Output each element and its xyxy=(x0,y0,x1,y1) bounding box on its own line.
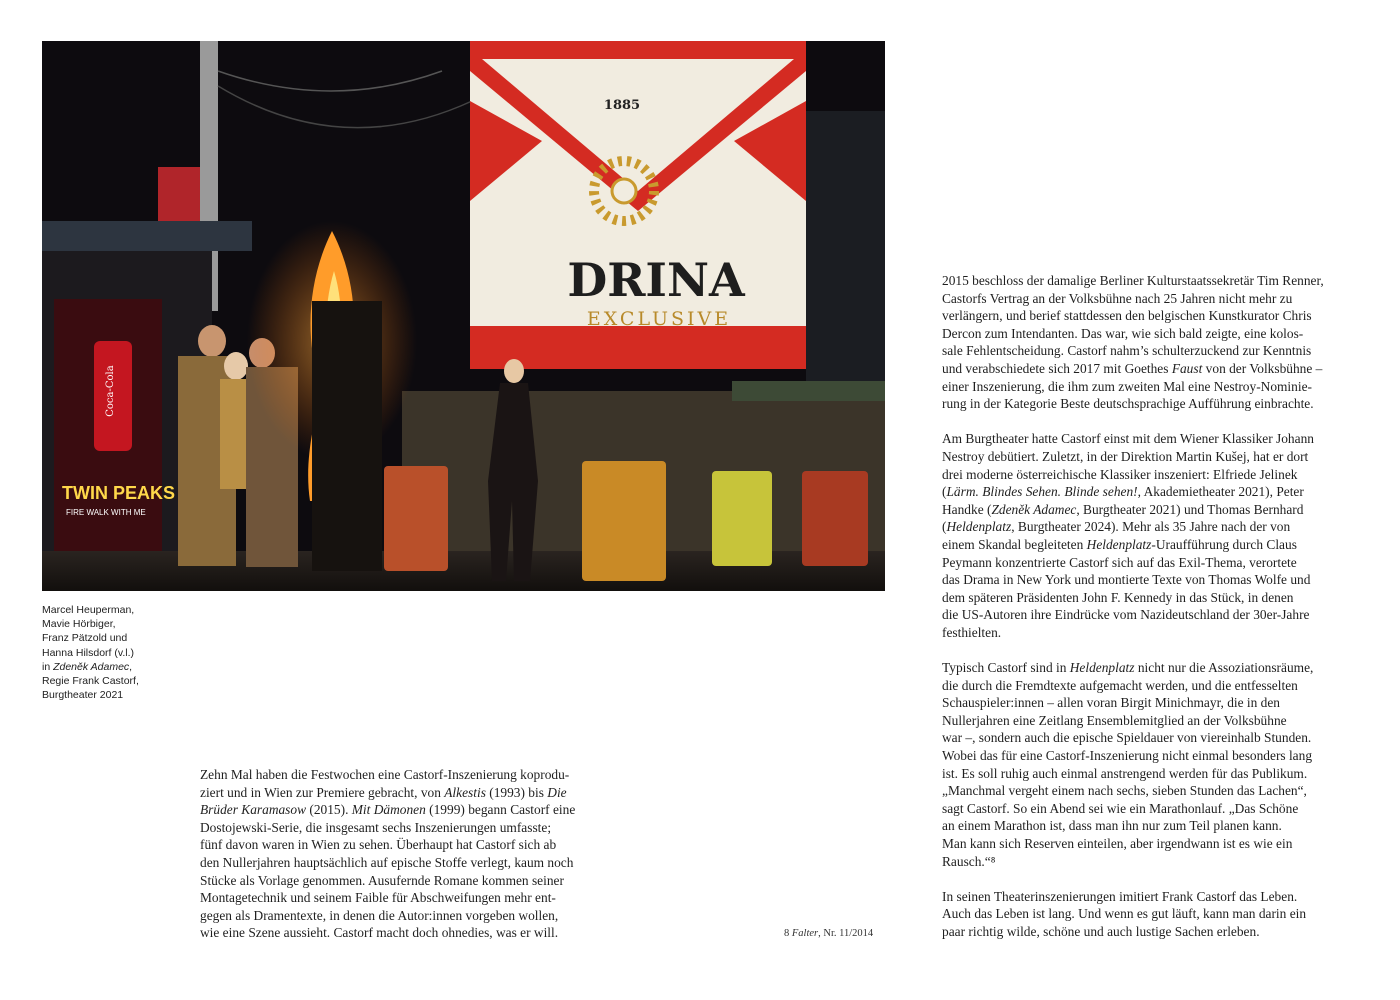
text-run: ( xyxy=(942,484,947,500)
text-run-italic: Heldenplatz xyxy=(1086,536,1152,552)
poster-subtitle: FIRE WALK WITH ME xyxy=(66,508,146,517)
caption-text: in xyxy=(42,660,54,673)
text-line: festhielten. xyxy=(942,624,1002,640)
sign-subtitle: EXCLUSIVE xyxy=(586,308,732,330)
actor-head xyxy=(198,325,226,357)
text-line: Nestroy debütiert. Zuletzt, in der Direktion Martin Kušej, hat er dort xyxy=(942,448,1309,464)
text-run: (2015). xyxy=(306,802,352,818)
barrel xyxy=(582,461,666,581)
text-line: Schauspieler:innen – allen voran Birgit Minichmayr, die in den xyxy=(942,695,1280,711)
text-line: Stücke als Vorlage genommen. Ausufernde Romane kommen seiner xyxy=(200,872,564,888)
photo-caption xyxy=(42,603,162,702)
caption-line: Burgtheater 2021 xyxy=(42,689,124,702)
text-line xyxy=(200,784,620,802)
footnote-number: 8 xyxy=(784,928,792,939)
footnote-issue: , Nr. 11/2014 xyxy=(818,928,874,939)
text-run: und verabschiedete sich 2017 mit Goethes xyxy=(942,360,1172,376)
text-run: , Burgtheater 2021) und Thomas Bernhard xyxy=(1076,501,1304,517)
paragraph-gap xyxy=(942,641,1362,659)
paragraph-gap xyxy=(942,413,1362,431)
burning-actor xyxy=(312,301,382,571)
text-run-italic: Die xyxy=(547,784,567,800)
footnote xyxy=(784,928,873,939)
text-line: Zehn Mal haben die Festwochen eine Castorf-Inszenierung koprodu- xyxy=(200,767,570,782)
text-run-italic: Faust xyxy=(1171,360,1203,376)
caption-line: Franz Pätzold und xyxy=(42,632,128,645)
text-run: , Akademietheater 2021), Peter xyxy=(1137,484,1304,500)
kiosk-roof xyxy=(42,221,252,251)
text-line: Wobei das für eine Castorf-Inszenierung nicht einmal besonders lang xyxy=(942,748,1313,764)
text-run-italic: Heldenplatz xyxy=(946,519,1012,535)
text-line: Auch das Leben ist lang. Und wenn es gut läuft, kann man darin ein xyxy=(942,906,1307,922)
text-line: Dostojewski-Serie, die insgesamt sechs Inszenierungen umfasste; xyxy=(200,819,552,835)
text-line xyxy=(942,536,1362,554)
caption-line: Regie Frank Castorf, xyxy=(42,675,139,688)
text-line: dem späteren Präsidenten John F. Kennedy in das Stück, in denen xyxy=(942,589,1294,605)
text-line xyxy=(942,360,1362,378)
text-line: Castorfs Vertrag an der Volksbühne nach 25 Jahren nicht mehr zu xyxy=(942,290,1293,306)
text-line: „Manchmal vergeht einem nach sechs, sieben Stunden das Lachen“, xyxy=(942,783,1307,799)
text-run-italic: Zdeněk Adamec xyxy=(991,501,1077,517)
text-run: , Burgtheater 2024). Mehr als 35 Jahre nach der von xyxy=(1011,519,1291,535)
sign-brand: DRINA xyxy=(567,253,745,307)
text-line: sale Fehlentscheidung. Castorf nahm’s schulterzuckend zur Kenntnis xyxy=(942,343,1312,359)
actress-head xyxy=(504,359,524,383)
text-line: Am Burgtheater hatte Castorf einst mit dem Wiener Klassiker Johann xyxy=(942,431,1314,447)
text-line: Rausch.“⁸ xyxy=(942,853,996,869)
body-column-bottom xyxy=(200,766,620,942)
text-line: drei moderne österreichische Klassiker inszeniert: Elfriede Jelinek xyxy=(942,466,1298,482)
text-run: einem Skandal begleiteten xyxy=(942,536,1087,552)
text-line: Man kann sich Reserven einteilen, aber irgendwann ist es wie ein xyxy=(942,836,1293,851)
text-line: ist. Es soll ruhig auch einmal anstrengend werden für das Publikum. xyxy=(942,765,1308,781)
text-line: das Drama in New York und montierte Texte von Thomas Wolfe und xyxy=(942,572,1311,588)
text-run: ( xyxy=(942,519,947,535)
sign-year: 1885 xyxy=(603,98,641,113)
caption-line xyxy=(42,660,162,674)
text-line: Montagetechnik und seinem Faible für Abschweifungen mehr ent- xyxy=(200,890,556,906)
text-line: einer Inszenierung, die ihm zum zweiten Mal eine Nestroy-Nominie- xyxy=(942,378,1312,394)
text-line: wie eine Szene aussieht. Castorf macht doch ohnedies, was er will. xyxy=(200,925,559,941)
text-run-italic: Brüder Karamasow xyxy=(200,802,307,818)
caption-line: Marcel Heuperman, xyxy=(42,604,135,616)
text-run: von der Volksbühne – xyxy=(1202,360,1323,376)
text-line: sagt Castorf. So ein Abend sei wie ein Marathonlauf. „Das Schöne xyxy=(942,800,1299,816)
text-line: verlängern, und berief stattdessen den belgischen Kunstkurator Chris xyxy=(942,308,1312,324)
text-line xyxy=(942,501,1362,519)
paragraph-gap xyxy=(942,870,1362,888)
text-line: 2015 beschloss der damalige Berliner Kulturstaatssekretär Tim Renner, xyxy=(942,273,1324,288)
text-line xyxy=(942,518,1362,536)
caption-line: Mavie Hörbiger, xyxy=(42,618,116,631)
text-line xyxy=(200,801,620,819)
barrel xyxy=(712,471,772,566)
text-run-italic: Lärm. Blindes Sehen. Blinde sehen! xyxy=(946,484,1138,500)
text-run: ziert und in Wien zur Premiere gebracht, von xyxy=(200,784,445,800)
text-line: fünf davon waren in Wien zu sehen. Überhaupt hat Castorf sich ab xyxy=(200,837,557,853)
text-line: In seinen Theaterinszenierungen imitiert Frank Castorf das Leben. xyxy=(942,888,1298,904)
text-run-italic: Heldenplatz xyxy=(1069,660,1135,676)
side-wall xyxy=(806,111,885,411)
text-line: Peymann konzentrierte Castorf sich auf das Exil-Thema, verortete xyxy=(942,554,1297,570)
fence-top xyxy=(732,381,885,401)
text-line: den Nullerjahren hauptsächlich auf epische Stoffe verlegt, kaum noch xyxy=(200,854,574,870)
text-run: (1999) begann Castorf eine xyxy=(425,802,576,818)
stage-photo xyxy=(42,41,885,591)
text-run: (1993) bis xyxy=(485,784,548,800)
stage-photo-illustration xyxy=(42,41,885,591)
text-run: Typisch Castorf sind in xyxy=(942,660,1070,676)
sun-core xyxy=(612,179,636,203)
barrel xyxy=(384,466,448,571)
text-line: Nullerjahren eine Zeitlang Ensemblemitglied an der Volksbühne xyxy=(942,712,1287,728)
barrel xyxy=(802,471,868,566)
text-run: -Uraufführung durch Claus xyxy=(1151,536,1297,552)
caption-text: , xyxy=(129,660,133,673)
text-line: die US-Autoren ihre Eindrücke vom Nazideutschland der 30er-Jahre xyxy=(942,607,1310,623)
body-column-right xyxy=(942,272,1362,941)
text-line xyxy=(942,659,1362,677)
caption-title-italic: Zdeněk Adamec xyxy=(53,660,130,673)
text-line: gegen als Dramentexte, in denen die Autor:innen vorgeben wollen, xyxy=(200,907,559,923)
text-line: paar richtig wilde, schöne und auch lustige Sachen erleben. xyxy=(942,923,1260,939)
text-run-italic: Alkestis xyxy=(444,784,486,800)
poster-brand: Coca-Cola xyxy=(105,365,116,417)
text-line: rung in der Kategorie Beste deutschsprachige Aufführung einbrachte. xyxy=(942,396,1314,412)
text-line xyxy=(942,483,1362,501)
poster-title: TWIN PEAKS xyxy=(62,483,176,503)
text-run: nicht nur die Assoziationsräume, xyxy=(1134,660,1314,676)
caption-line: Hanna Hilsdorf (v.l.) xyxy=(42,646,134,659)
text-line: an einem Marathon ist, dass man ihn nur zum Teil planen kann. xyxy=(942,818,1282,834)
text-line: war –, sondern auch die epische Spieldauer von viereinhalb Stunden. xyxy=(942,730,1312,746)
text-run: Handke ( xyxy=(942,501,992,517)
text-line: die durch die Fremdtexte aufgemacht werden, und die entfesselten xyxy=(942,677,1298,693)
text-run-italic: Mit Dämonen xyxy=(351,802,426,818)
text-line: Dercon zum Intendanten. Das war, wie sich bald zeigte, eine kolos- xyxy=(942,325,1304,341)
actor-head xyxy=(224,352,248,380)
footnote-source-italic: Falter xyxy=(791,928,819,939)
